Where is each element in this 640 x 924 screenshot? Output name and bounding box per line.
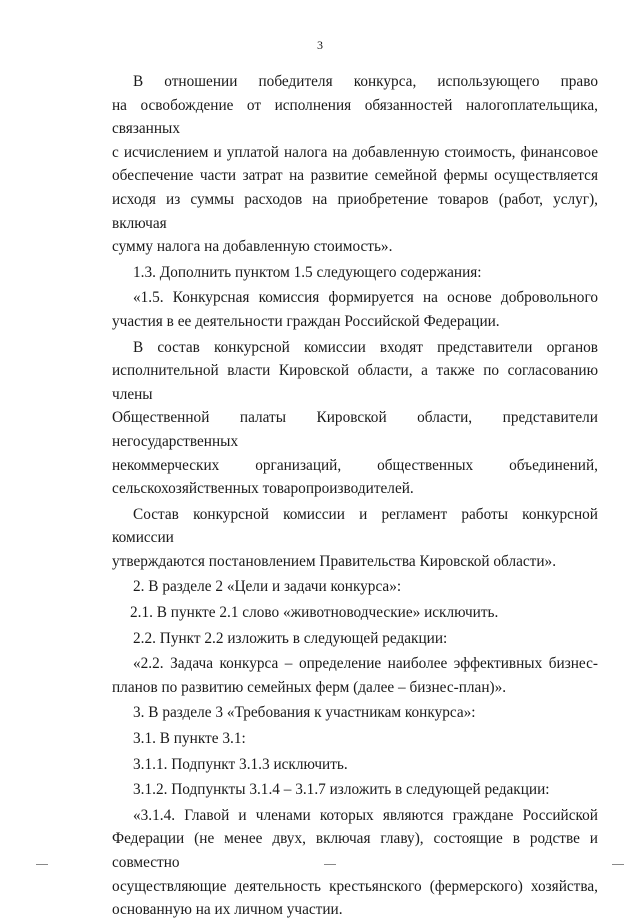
text-line: 3.1. В пункте 3.1: <box>133 730 246 748</box>
scan-artifact <box>36 864 48 865</box>
paragraph-p2 <box>112 261 598 285</box>
scan-artifact <box>324 864 336 865</box>
text-line: Состав конкурсной комиссии и регламент работы конкурсной комиссии <box>112 505 598 547</box>
text-line: 2. В разделе 2 «Цели и задачи конкурса»: <box>133 578 402 596</box>
text-line: обеспечение части затрат на развитие семейной фермы осуществляется <box>112 167 598 185</box>
page-number: 3 <box>317 38 323 52</box>
text-line: В отношении победителя конкурса, использующего право <box>133 73 598 90</box>
document-body <box>112 70 598 924</box>
paragraph-p12 <box>112 753 598 777</box>
text-line: 2.1. В пункте 2.1 слово «животноводческие» исключить. <box>130 604 499 622</box>
text-line: исходя из суммы расходов на приобретение товаров (работ, услуг), включая <box>112 190 598 232</box>
paragraph-p13 <box>112 778 598 802</box>
paragraph-p3 <box>112 286 598 333</box>
text-line: утверждаются постановлением Правительства Кировской области». <box>112 552 557 570</box>
text-line: «2.2. Задача конкурса – определение наиболее эффективных бизнес- <box>133 655 598 673</box>
text-line: осуществляющие деятельность крестьянского (фермерского) хозяйства, <box>112 877 598 895</box>
paragraph-p9 <box>112 652 598 699</box>
scan-artifact <box>612 864 624 865</box>
paragraph-p1 <box>112 70 598 259</box>
text-line: на освобождение от исполнения обязанностей налогоплательщика, связанных <box>112 96 598 138</box>
text-line: исполнительной власти Кировской области, а также по согласованию члены <box>112 362 598 403</box>
text-line: Федерации (не менее двух, включая главу), состоящие в родстве и совместно <box>112 830 598 871</box>
paragraph-p11 <box>112 727 598 751</box>
text-line: В состав конкурсной комиссии входят представители органов <box>133 338 598 356</box>
text-line: некоммерческих организаций, общественных объединений, <box>112 456 598 474</box>
paragraph-p6 <box>112 575 598 599</box>
paragraph-p14 <box>112 804 598 922</box>
paragraph-p8 <box>112 627 598 651</box>
text-line: «1.5. Конкурсная комиссия формируется на основе добровольного <box>133 289 598 307</box>
text-line: участия в ее деятельности граждан Российской Федерации. <box>112 312 500 330</box>
text-line: 1.3. Дополнить пунктом 1.5 следующего содержания: <box>133 263 482 281</box>
text-line: 2.2. Пункт 2.2 изложить в следующей редакции: <box>133 629 448 647</box>
text-line: сумму налога на добавленную стоимость». <box>112 238 393 256</box>
paragraph-p7 <box>112 601 598 625</box>
text-line: 3.1.1. Подпункт 3.1.3 исключить. <box>133 755 348 773</box>
text-line: 3.1.2. Подпункты 3.1.4 – 3.1.7 изложить в следующей редакции: <box>133 781 550 799</box>
text-line: планов по развитию семейных ферм (далее – бизнес-план)». <box>112 678 507 696</box>
text-line: 3. В разделе 3 «Требования к участникам конкурса»: <box>133 704 476 722</box>
text-line: с исчислением и уплатой налога на добавленную стоимость, финансовое <box>112 143 598 161</box>
text-line: основанную на их личном участии. <box>112 901 343 919</box>
text-line: Общественной палаты Кировской области, представители негосударственных <box>112 409 598 450</box>
paragraph-p10 <box>112 701 598 725</box>
paragraph-p4 <box>112 336 598 501</box>
text-line: сельскохозяйственных товаропроизводителей. <box>112 480 414 498</box>
paragraph-p5 <box>112 503 598 574</box>
text-line: «3.1.4. Главой и членами которых являются граждане Российской <box>133 806 598 824</box>
